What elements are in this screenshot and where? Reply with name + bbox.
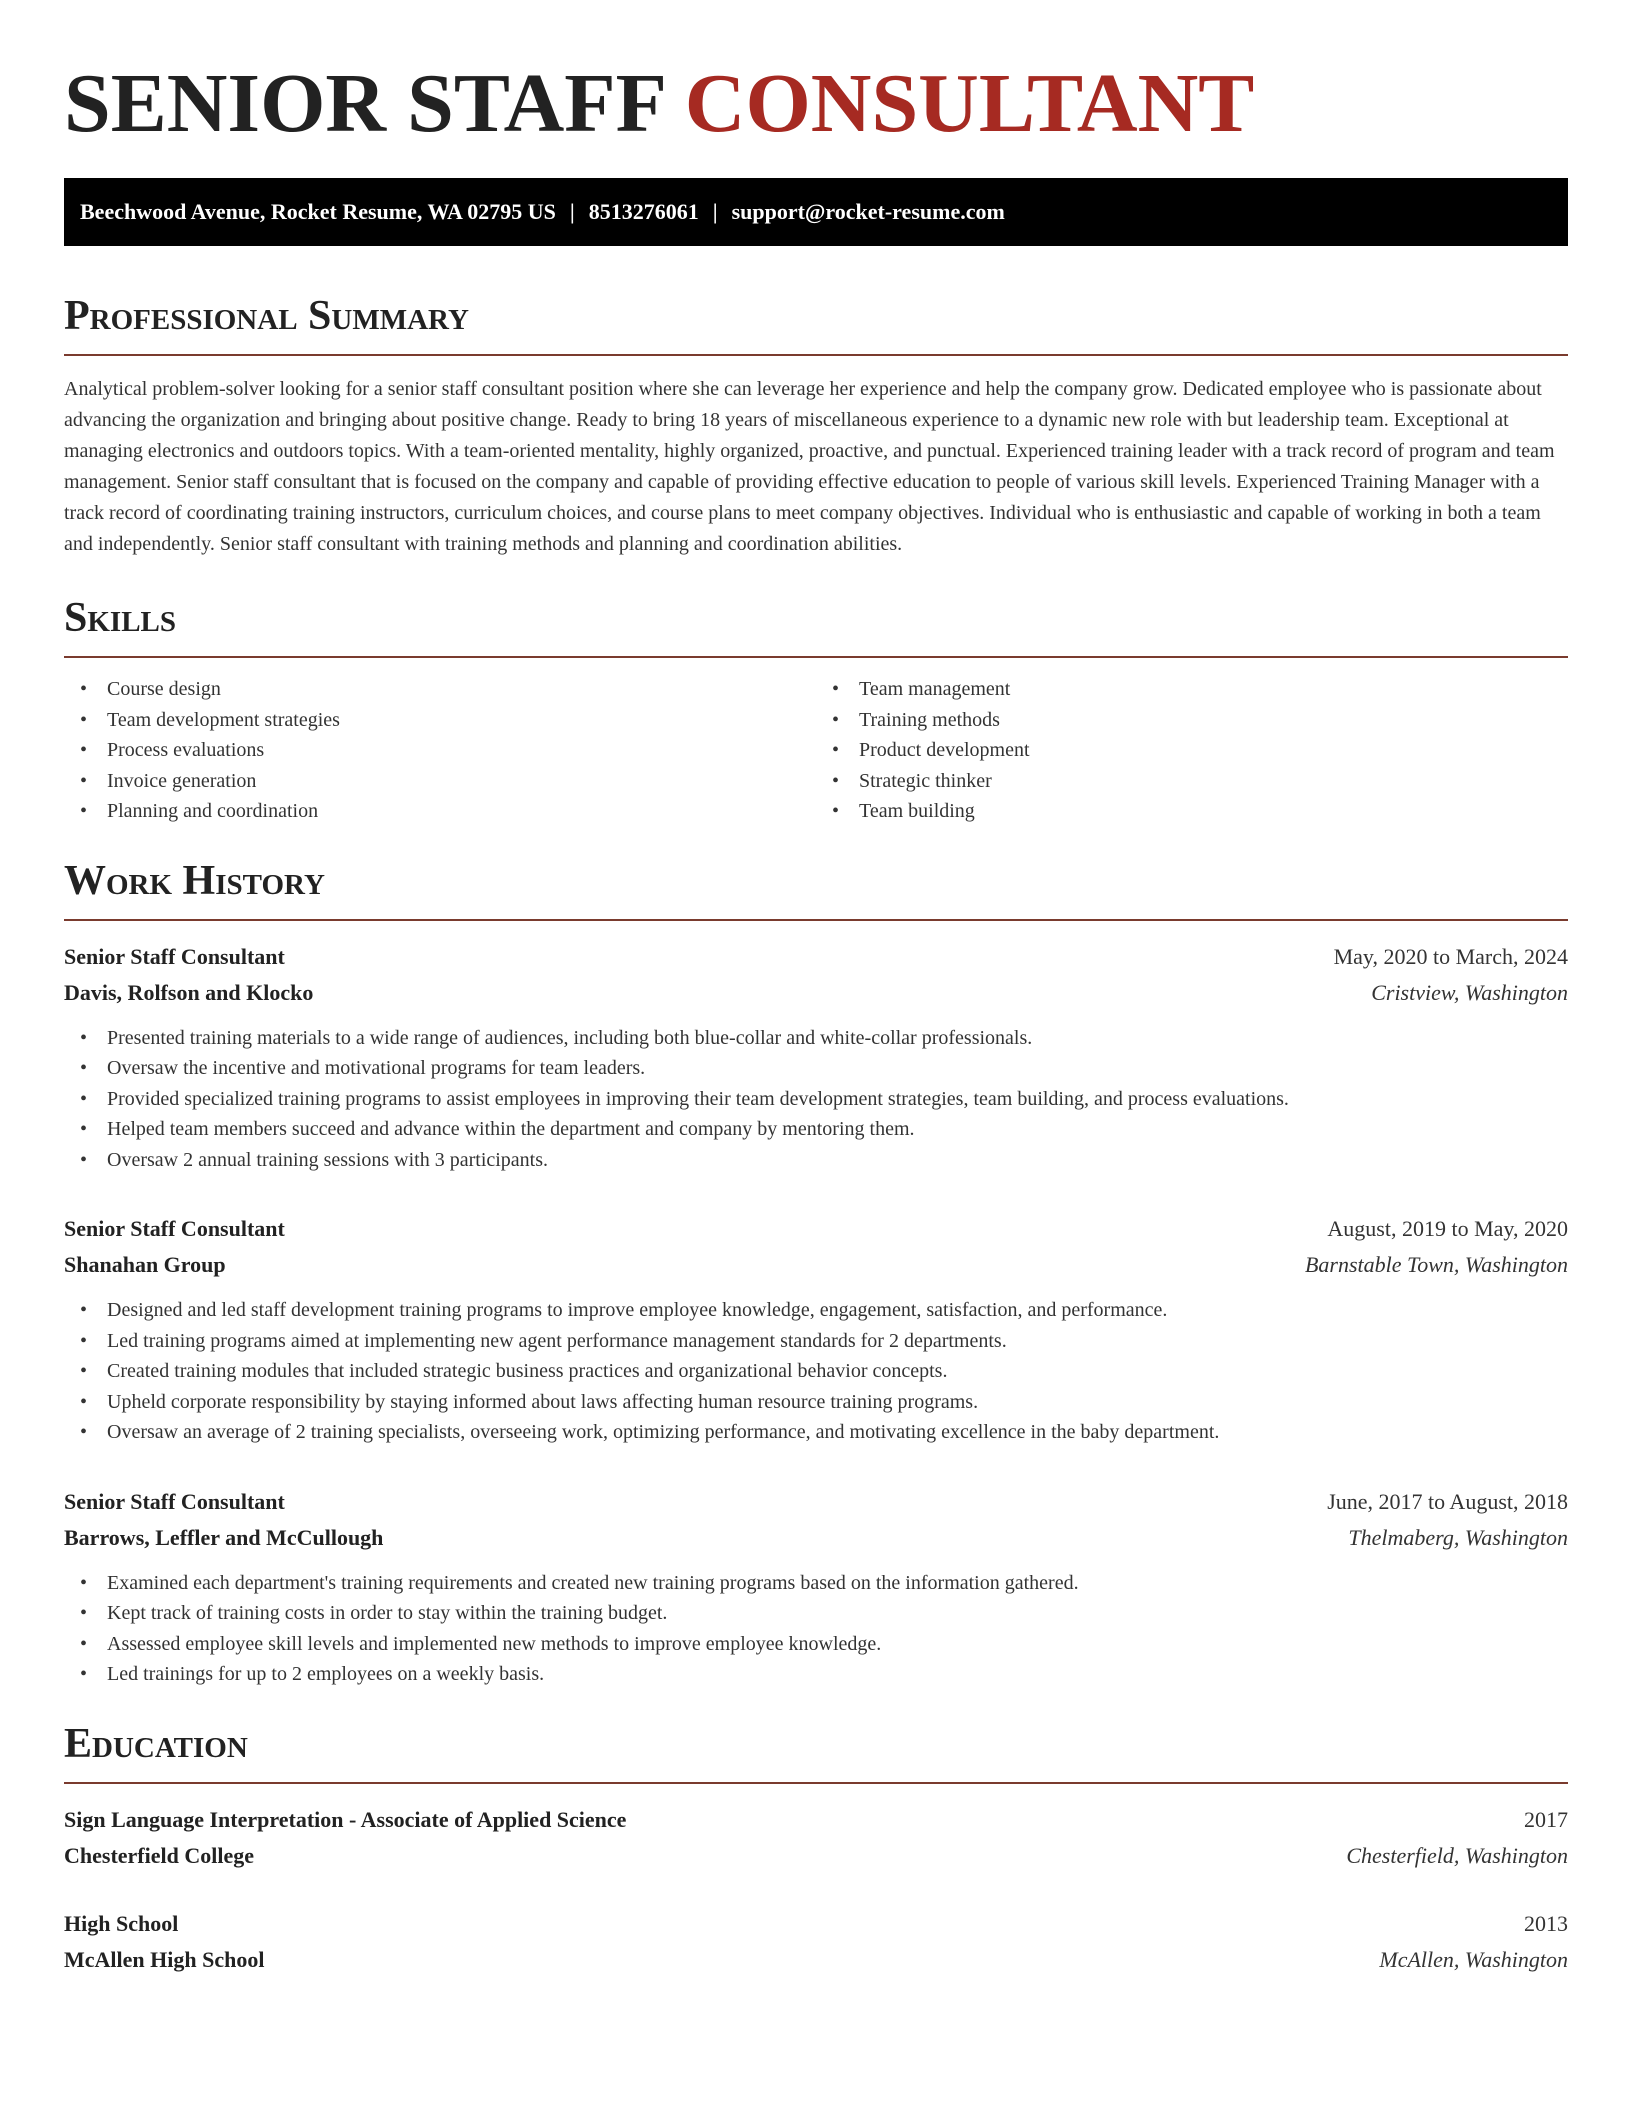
section-divider [64, 1782, 1568, 1784]
skill-item: • Invoice generation [64, 766, 816, 797]
skill-item: • Team building [816, 796, 1568, 827]
job-location: Barnstable Town, Washington [1304, 1252, 1568, 1277]
summary-heading: Professional Summary [64, 293, 469, 339]
job-company: Davis, Rolfson and Klocko [64, 979, 314, 1005]
job-bullet: • Created training modules that included strategic business practices and organizational behavior concepts. [64, 1356, 1568, 1387]
resume-name [64, 56, 1568, 152]
education-location: Chesterfield, Washington [1346, 1842, 1568, 1868]
job-entry [64, 1484, 1568, 1690]
section-divider [64, 919, 1568, 921]
job-company-row [64, 1247, 1568, 1283]
education-degree: High School [64, 1910, 179, 1936]
job-title: Senior Staff Consultant [64, 943, 285, 969]
job-bullet: • Oversaw an average of 2 training specialists, overseeing work, optimizing performance, and motivating excellence in the baby department. [64, 1417, 1568, 1448]
job-bullet: • Oversaw 2 annual training sessions with 3 participants. [64, 1145, 1568, 1176]
name-accent-part: CONSULTANT [684, 57, 1255, 150]
education-degree-row [64, 1906, 1568, 1942]
skills-column-left [64, 674, 816, 827]
job-entry [64, 1211, 1568, 1448]
job-company: Shanahan Group [64, 1252, 226, 1277]
job-bullet: • Provided specialized training programs to assist employees in improving their team development strategies, team building, and process evaluations. [64, 1084, 1568, 1115]
skill-item: • Product development [816, 735, 1568, 766]
job-title: Senior Staff Consultant [64, 1488, 285, 1514]
job-bullet: • Upheld corporate responsibility by staying informed about laws affecting human resource training programs. [64, 1387, 1568, 1418]
skill-item: • Process evaluations [64, 735, 816, 766]
job-company: Barrows, Leffler and McCullough [64, 1524, 384, 1550]
job-header-row [64, 1484, 1568, 1520]
job-location: Thelmaberg, Washington [1348, 1524, 1568, 1550]
contact-bar [64, 178, 1568, 246]
skill-item: • Course design [64, 674, 816, 705]
contact-phone[interactable]: 8513276061 [588, 199, 699, 224]
education-school: Chesterfield College [64, 1842, 254, 1868]
job-bullet: • Examined each department's training requirements and created new training programs based on the information gathered. [64, 1568, 1568, 1599]
contact-address: Beechwood Avenue, Rocket Resume, WA 02795 US [80, 199, 556, 224]
job-bullet: • Kept track of training costs in order to stay within the training budget. [64, 1598, 1568, 1629]
job-bullets [64, 1023, 1568, 1176]
job-bullet: • Helped team members succeed and advance within the department and company by mentoring them. [64, 1114, 1568, 1145]
education-entry [64, 1802, 1568, 1874]
section-divider [64, 354, 1568, 356]
skill-item: • Team development strategies [64, 705, 816, 736]
job-dates: May, 2020 to March, 2024 [1333, 943, 1568, 969]
education-year: 2013 [1524, 1910, 1568, 1936]
skill-item: • Strategic thinker [816, 766, 1568, 797]
job-location: Cristview, Washington [1371, 979, 1568, 1005]
job-bullets [64, 1295, 1568, 1448]
skills-column-right [816, 674, 1568, 827]
skills-heading: Skills [64, 595, 177, 641]
contact-email[interactable]: support@rocket-resume.com [731, 199, 1005, 224]
job-bullet: • Led training programs aimed at implementing new agent performance management standards for 2 departments. [64, 1326, 1568, 1357]
work-history-heading: Work History [64, 857, 325, 904]
education-entry [64, 1906, 1568, 1978]
education-location: McAllen, Washington [1379, 1946, 1568, 1972]
job-entry [64, 939, 1568, 1176]
education-year: 2017 [1524, 1806, 1568, 1832]
education-school-row [64, 1838, 1568, 1874]
contact-separator: | [712, 199, 718, 224]
job-bullet: • Led trainings for up to 2 employees on a weekly basis. [64, 1659, 1568, 1690]
job-company-row [64, 975, 1568, 1011]
section-divider [64, 656, 1568, 658]
skill-item: • Training methods [816, 705, 1568, 736]
summary-text: Analytical problem-solver looking for a senior staff consultant position where she can leverage her experience and help the company grow. Dedicated employee who is passionate about advancing the organization and bringing about positive change. Ready to bring 18 years of miscellaneous experience to a dynamic new role with but leadership team. Exceptional at managing electronics and outdoors topics. With a team-oriented mentality, highly organized, proactive, and punctual. Experienced training leader with a track record of program and team management. Senior staff consultant that is focused on the company and capable of providing effective education to people of various skill levels. Experienced Training Manager with a track record of coordinating training instructors, curriculum choices, and course plans to meet company objectives. Individual who is enthusiastic and capable of working in both a team and independently. Senior staff consultant with training methods and planning and coordination abilities. [64, 378, 1555, 555]
education-heading: Education [64, 1720, 248, 1767]
job-header-row [64, 1211, 1568, 1247]
job-dates: August, 2019 to May, 2020 [1327, 1216, 1568, 1241]
skill-item: • Team management [816, 674, 1568, 705]
name-first-part: SENIOR STAFF [64, 57, 664, 150]
job-company-row [64, 1520, 1568, 1556]
skill-item: • Planning and coordination [64, 796, 816, 827]
job-bullet: • Presented training materials to a wide range of audiences, including both blue-collar and white-collar professionals. [64, 1023, 1568, 1054]
skills-list [64, 674, 1568, 827]
job-bullets [64, 1568, 1568, 1690]
job-title: Senior Staff Consultant [64, 1216, 285, 1241]
job-header-row [64, 939, 1568, 975]
job-bullet: • Oversaw the incentive and motivational programs for team leaders. [64, 1053, 1568, 1084]
job-bullet: • Assessed employee skill levels and implemented new methods to improve employee knowledge. [64, 1629, 1568, 1660]
contact-separator: | [569, 199, 575, 224]
education-degree-row [64, 1802, 1568, 1838]
job-bullet: • Designed and led staff development training programs to improve employee knowledge, engagement, satisfaction, and performance. [64, 1295, 1568, 1326]
education-school: McAllen High School [64, 1946, 265, 1972]
education-school-row [64, 1942, 1568, 1978]
education-degree: Sign Language Interpretation - Associate of Applied Science [64, 1806, 627, 1832]
job-dates: June, 2017 to August, 2018 [1327, 1488, 1568, 1514]
